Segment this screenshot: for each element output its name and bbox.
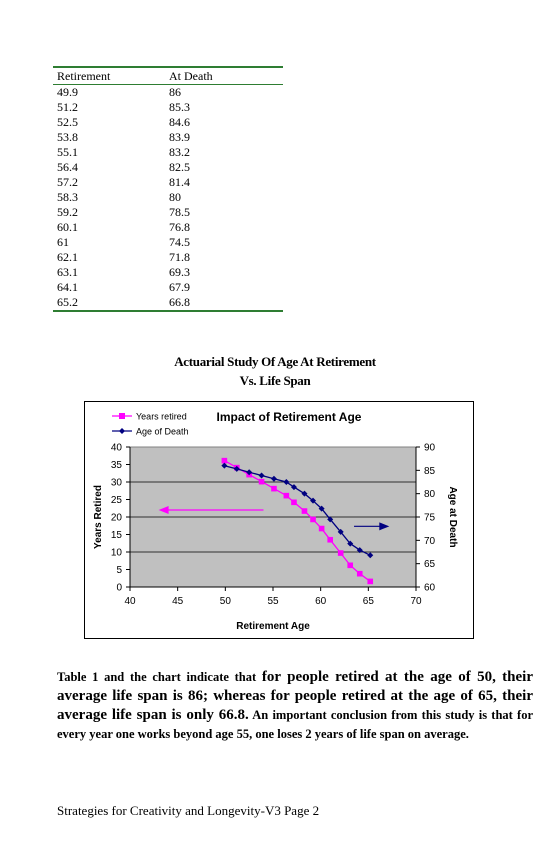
retirement-age-cell: 53.8 <box>57 130 78 144</box>
y-right-tick-label: 85 <box>424 465 436 477</box>
y-left-tick-label: 15 <box>110 530 122 541</box>
death-age-cell: 78.5 <box>169 205 190 219</box>
table-row <box>53 115 283 130</box>
legend-label: Age of Death <box>136 426 189 437</box>
table-row <box>53 205 283 220</box>
y-left-tick-label: 20 <box>110 512 122 524</box>
death-age-cell: 80 <box>169 190 181 204</box>
x-tick-label: 45 <box>172 596 184 607</box>
data-point-years-retired <box>284 493 290 499</box>
death-age-cell: 85.3 <box>169 100 190 114</box>
table-row <box>53 85 283 101</box>
data-point-years-retired <box>271 486 277 492</box>
caption-part-3: An important conclusion from this study is that for every year one works beyond age 55, one loses 2 years of life span on average. <box>57 708 533 741</box>
death-age-cell: 67.9 <box>169 280 190 294</box>
header-at-death: At Death <box>167 67 283 85</box>
retirement-age-cell: 52.5 <box>57 115 78 129</box>
retirement-age-cell: 51.2 <box>57 100 78 114</box>
data-point-years-retired <box>259 479 265 485</box>
table-row <box>53 100 283 115</box>
retirement-impact-chart <box>84 401 474 639</box>
y-left-tick-label: 5 <box>116 565 122 576</box>
y-right-tick-label: 60 <box>424 582 436 594</box>
y-left-tick-label: 40 <box>110 442 122 454</box>
table-row <box>53 130 283 145</box>
retirement-age-cell: 61 <box>57 235 69 249</box>
data-point-years-retired <box>310 517 316 523</box>
table-row <box>53 235 283 250</box>
table-row <box>53 160 283 175</box>
retirement-age-cell: 57.2 <box>57 175 78 189</box>
y-left-tick-label: 35 <box>110 460 122 471</box>
x-tick-label: 40 <box>124 596 136 607</box>
data-point-years-retired <box>347 563 353 569</box>
retirement-age-cell: 60.1 <box>57 220 78 234</box>
table-row <box>53 280 283 295</box>
y-right-tick-label: 70 <box>424 535 436 547</box>
death-age-cell: 81.4 <box>169 175 190 189</box>
retirement-age-cell: 63.1 <box>57 265 78 279</box>
table-body <box>53 85 283 312</box>
y-right-tick-label: 80 <box>424 489 436 501</box>
legend-label: Years retired <box>136 411 187 422</box>
retirement-age-cell: 49.9 <box>57 85 78 99</box>
table-row <box>53 295 283 311</box>
y-right-tick-label: 90 <box>424 442 436 454</box>
retirement-age-cell: 56.4 <box>57 160 78 174</box>
data-point-years-retired <box>302 508 308 514</box>
y-left-tick-label: 25 <box>110 495 122 506</box>
y-right-axis-title: Age at Death <box>447 486 458 548</box>
caption-paragraph <box>57 668 533 744</box>
table-header-row <box>53 67 283 85</box>
death-age-cell: 83.2 <box>169 145 190 159</box>
death-age-cell: 76.8 <box>169 220 190 234</box>
data-point-years-retired <box>338 550 344 556</box>
y-left-tick-label: 30 <box>110 477 122 489</box>
table-row <box>53 220 283 235</box>
data-point-years-retired <box>319 526 325 532</box>
table-row <box>53 175 283 190</box>
caption-part-2: for people retired at the age of 50, their average life span is 86; whereas for people retired at the age of 65, their average life span is only 66.8. <box>57 669 533 723</box>
death-age-cell: 69.3 <box>169 265 190 279</box>
header-retirement: Retirement <box>53 67 167 85</box>
data-point-years-retired <box>367 579 373 585</box>
table-row <box>53 145 283 160</box>
retirement-age-cell: 64.1 <box>57 280 78 294</box>
caption-part-1: Table 1 and the chart indicate that <box>57 670 262 684</box>
death-age-cell: 66.8 <box>169 295 190 309</box>
retirement-age-cell: 65.2 <box>57 295 78 309</box>
death-age-cell: 84.6 <box>169 115 190 129</box>
page-footer: Strategies for Creativity and Longevity-V3 Page 2 <box>57 803 320 818</box>
data-point-years-retired <box>357 571 363 577</box>
death-age-cell: 71.8 <box>169 250 190 264</box>
x-tick-label: 55 <box>267 596 279 607</box>
chart-title: Impact of Retirement Age <box>216 410 362 424</box>
x-tick-label: 65 <box>362 596 374 607</box>
y-left-tick-label: 0 <box>116 582 122 594</box>
data-point-years-retired <box>222 458 228 464</box>
retirement-age-cell: 55.1 <box>57 145 78 159</box>
table-row <box>53 250 283 265</box>
x-tick-label: 70 <box>410 596 422 607</box>
data-point-years-retired <box>327 537 333 543</box>
death-age-cell: 74.5 <box>169 235 190 249</box>
data-point-years-retired <box>291 500 297 506</box>
y-left-tick-label: 10 <box>110 547 122 559</box>
study-title-line2: Vs. Life Span <box>239 373 311 388</box>
table-row <box>53 265 283 280</box>
y-right-tick-label: 75 <box>424 512 436 524</box>
retirement-data-table <box>53 66 283 312</box>
death-age-cell: 86 <box>169 85 181 99</box>
y-right-tick-label: 65 <box>424 559 436 571</box>
death-age-cell: 82.5 <box>169 160 190 174</box>
study-title-line1: Actuarial Study Of Age At Retirement <box>174 354 376 369</box>
retirement-age-cell: 59.2 <box>57 205 78 219</box>
y-left-axis-title: Years Retired <box>93 485 104 549</box>
death-age-cell: 83.9 <box>169 130 190 144</box>
x-tick-label: 60 <box>315 596 327 607</box>
retirement-age-cell: 58.3 <box>57 190 78 204</box>
x-axis-title: Retirement Age <box>236 621 310 632</box>
table-row <box>53 190 283 205</box>
x-tick-label: 50 <box>219 596 231 607</box>
retirement-age-cell: 62.1 <box>57 250 78 264</box>
legend-marker-square <box>119 413 125 419</box>
